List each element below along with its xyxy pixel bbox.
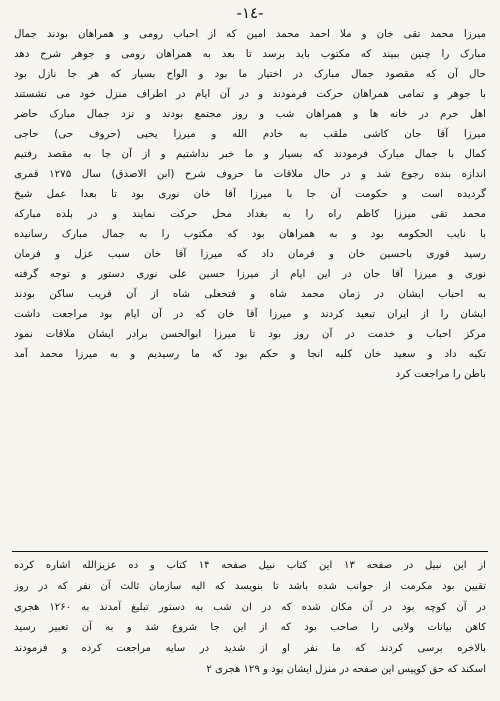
body-text: [14, 24, 486, 384]
footnote-divider: [12, 551, 488, 552]
footnotes: [14, 556, 486, 681]
footnote-line: کاهن بیانات ولایی را صاحب بود که از این جا شروع شد و به آن تعبیر رسید: [14, 622, 486, 634]
footnote-line: از این نبیل در صفحه ۱۳ این کتاب نبیل صفحه ۱۴ کتاب و ده عزیزالله اشاره کرده: [14, 560, 486, 571]
body-line: گردیده است و حکومت آن جا با میرزا آقا خان نوری بود تا بعدا عمل شیخ: [14, 188, 486, 200]
body-line: به احباب ایشان در زمان محمد شاه و فتحعلی شاه از آن قریب ساکن بودند: [14, 288, 486, 300]
footnote-line: بالاخره برسی کردند که ما نفر او از شدید در سایه مراجعت کرده و فرمودند: [14, 643, 486, 655]
body-line: میرزا محمد تقی خان و ملا احمد محمد امین که از احباب رومی و همراهان بودند جمال: [14, 28, 486, 40]
body-line: حال آن که مقصود جمال مبارک در اختیار ما بود و الواح بسیار که هر جا نازل بود: [14, 68, 486, 80]
body-line: مرکز احباب و خدمت در آن روز بود تا میرزا ابوالحسن برادر ایشان ملاقات نمود: [14, 328, 486, 340]
footnote-line: اسکند که حق کوپیس این صفحه در منزل ایشان بود و ۱۲۹ هجری ۲: [206, 663, 486, 675]
body-line: میرزا آقا جان کاشی ملقب به خادم الله و میرزا یحیی (حروف حی) حاجی: [14, 128, 486, 140]
body-line: با جوهر و تمامی همراهان حرکت فرمودند و در آن ایام در اطراف منزل خود می نشستند: [14, 88, 486, 100]
body-line: اندازه بنده رجوع شد و در حال ملاقات ما حروف شرح (ابن الاصدق) سال ۱۲۷۵ قمری: [14, 168, 486, 180]
body-line: مبارک را چنین ببیند که مکتوب باید برسد تا بعد به همراهان رومی و جوهر شرح دهد: [14, 48, 486, 60]
body-line: تکیه داد و سعید خان کلیه انجا و حکم بود که ما رسیدیم و به میرزا محمد آمد: [14, 348, 486, 360]
body-line: رسید قوری باحسین خان و فرمان داد که میرزا آقا خان سبب عزل و فرمان: [14, 248, 486, 260]
body-line: کمال با جمال مبارک فرمودند که بسیار و ما خبر نداشتیم و از آن جا به مقصد رفتیم: [14, 148, 486, 160]
page-number: -١٤-: [236, 4, 264, 22]
body-line: محمد تقی میرزا کاظم راه را به بغداد محل حرکت نمایند و در بلده مبارکه: [14, 208, 486, 220]
footnote-line: در آن کوچه بود در آن مکان شده که در ان شب به دستور تبلیغ آمدند به ۱۲۶۰ هجری: [14, 601, 486, 613]
body-line: ایشان را از ایران تبعید کردند و میرزا آقا خان که در آن ایام بود مراجعت داشت: [14, 308, 486, 320]
body-line: با نایب الحکومه بود و به همراهان بود که مکتوب را به جمال مبارک رسانیده: [14, 228, 486, 240]
body-line: اهل حرم در خانه ها و همراهان شب و روز مجتمع بودند و نزد جمال مبارک حاضر: [14, 108, 486, 120]
body-line: نوری و میرزا آقا جان در این ایام از میرزا حسین علی نوری دستور و توجه گرفته: [14, 268, 486, 280]
body-line: باطن را مراجعت کرد: [395, 368, 486, 380]
footnote-line: تقیین بود مکرمت از جوانب شده باشد تا بنویسد که الیه سازمان ثالث آن نفر که در روز: [14, 580, 486, 592]
